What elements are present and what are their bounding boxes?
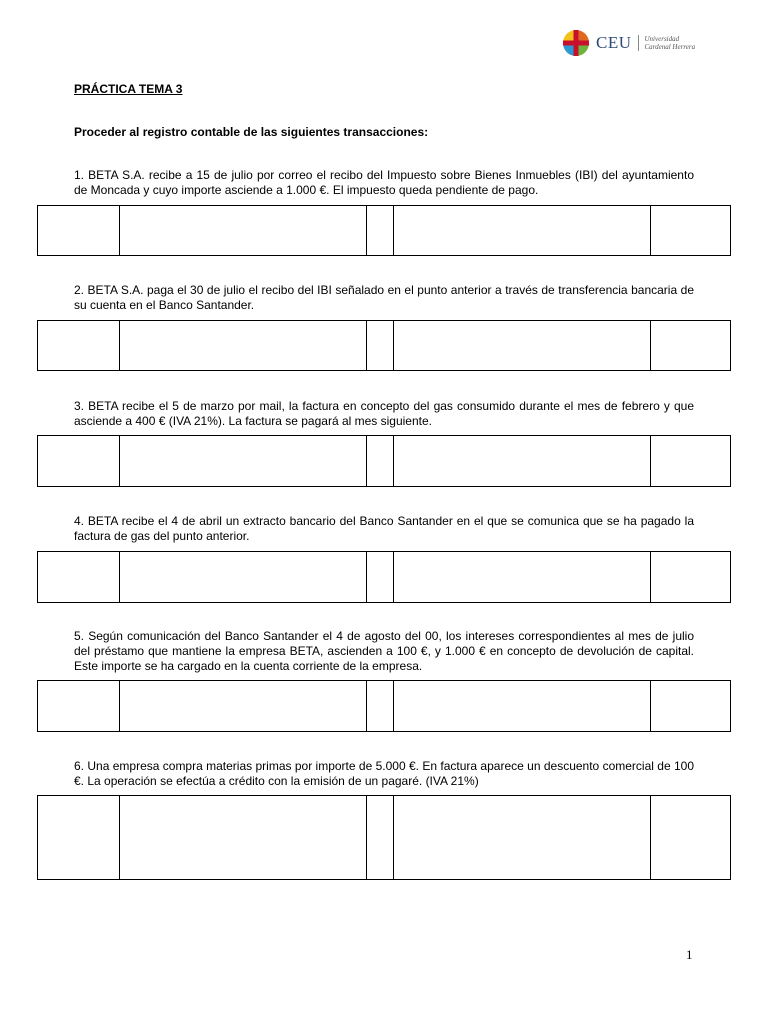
page-number: 1 — [686, 947, 693, 962]
logo-divider — [638, 35, 639, 51]
journal-entry-box-6[interactable] — [37, 795, 731, 880]
transaction-2-text: 2. BETA S.A. paga el 30 de julio el recibo del IBI señalado en el punto anterior a través de transferencia bancaria de su cuenta en el Banco Santander. — [74, 283, 694, 312]
logo-name: CEU — [596, 33, 632, 52]
entry-divider — [366, 206, 367, 255]
entry-divider — [119, 681, 120, 731]
entry-divider — [119, 796, 120, 879]
journal-entry-box-1[interactable] — [37, 205, 731, 256]
entry-divider — [650, 796, 651, 879]
entry-divider — [393, 681, 394, 731]
transaction-5-text: 5. Según comunicación del Banco Santander el 4 de agosto del 00, los intereses correspondientes al mes de julio del préstamo que mantiene la empresa BETA, ascienden a 100 €, y 1.000 € en concepto de devolución de capital. Este importe se ha cargado en la cuenta corriente de la empresa. — [74, 629, 694, 673]
entry-divider — [650, 436, 651, 486]
ceu-logo — [562, 29, 695, 57]
entry-divider — [366, 436, 367, 486]
entry-divider — [393, 796, 394, 879]
entry-divider — [650, 552, 651, 602]
entry-divider — [650, 321, 651, 370]
entry-divider — [366, 681, 367, 731]
journal-entry-box-3[interactable] — [37, 435, 731, 487]
entry-divider — [366, 321, 367, 370]
transaction-3-text: 3. BETA recibe el 5 de marzo por mail, la factura en concepto del gas consumido durante el mes de febrero y que asciende a 400 € (IVA 21%). La factura se pagará al mes siguiente. — [74, 399, 694, 428]
journal-entry-box-2[interactable] — [37, 320, 731, 371]
logo-line-2: Cardenal Herrera — [644, 43, 696, 51]
entry-divider — [119, 436, 120, 486]
transaction-4-text: 4. BETA recibe el 4 de abril un extracto bancario del Banco Santander en el que se comunica que se ha pagado la factura de gas del punto anterior. — [74, 514, 694, 543]
entry-divider — [650, 681, 651, 731]
journal-entry-box-5[interactable] — [37, 680, 731, 732]
transaction-1-text: 1. BETA S.A. recibe a 15 de julio por correo el recibo del Impuesto sobre Bienes Inmuebles (IBI) del ayuntamiento de Moncada y cuyo importe asciende a 1.000 €. El impuesto queda pendiente de pago. — [74, 168, 694, 197]
page-title: PRÁCTICA TEMA 3 — [74, 82, 183, 96]
entry-divider — [119, 552, 120, 602]
journal-entry-box-4[interactable] — [37, 551, 731, 603]
entry-divider — [119, 206, 120, 255]
entry-divider — [393, 552, 394, 602]
entry-divider — [366, 796, 367, 879]
entry-divider — [650, 206, 651, 255]
logo-line-1: Universidad — [644, 35, 680, 43]
instructions: Proceder al registro contable de las siguientes transacciones: — [74, 125, 429, 139]
logo-university-text — [645, 35, 696, 51]
transaction-6-text: 6. Una empresa compra materias primas por importe de 5.000 €. En factura aparece un descuento comercial de 100 €. La operación se efectúa a crédito con la emisión de un pagaré. (IVA 21%) — [74, 759, 694, 788]
entry-divider — [366, 552, 367, 602]
entry-divider — [393, 206, 394, 255]
entry-divider — [119, 321, 120, 370]
entry-divider — [393, 436, 394, 486]
ceu-cross-icon — [562, 29, 590, 57]
entry-divider — [393, 321, 394, 370]
